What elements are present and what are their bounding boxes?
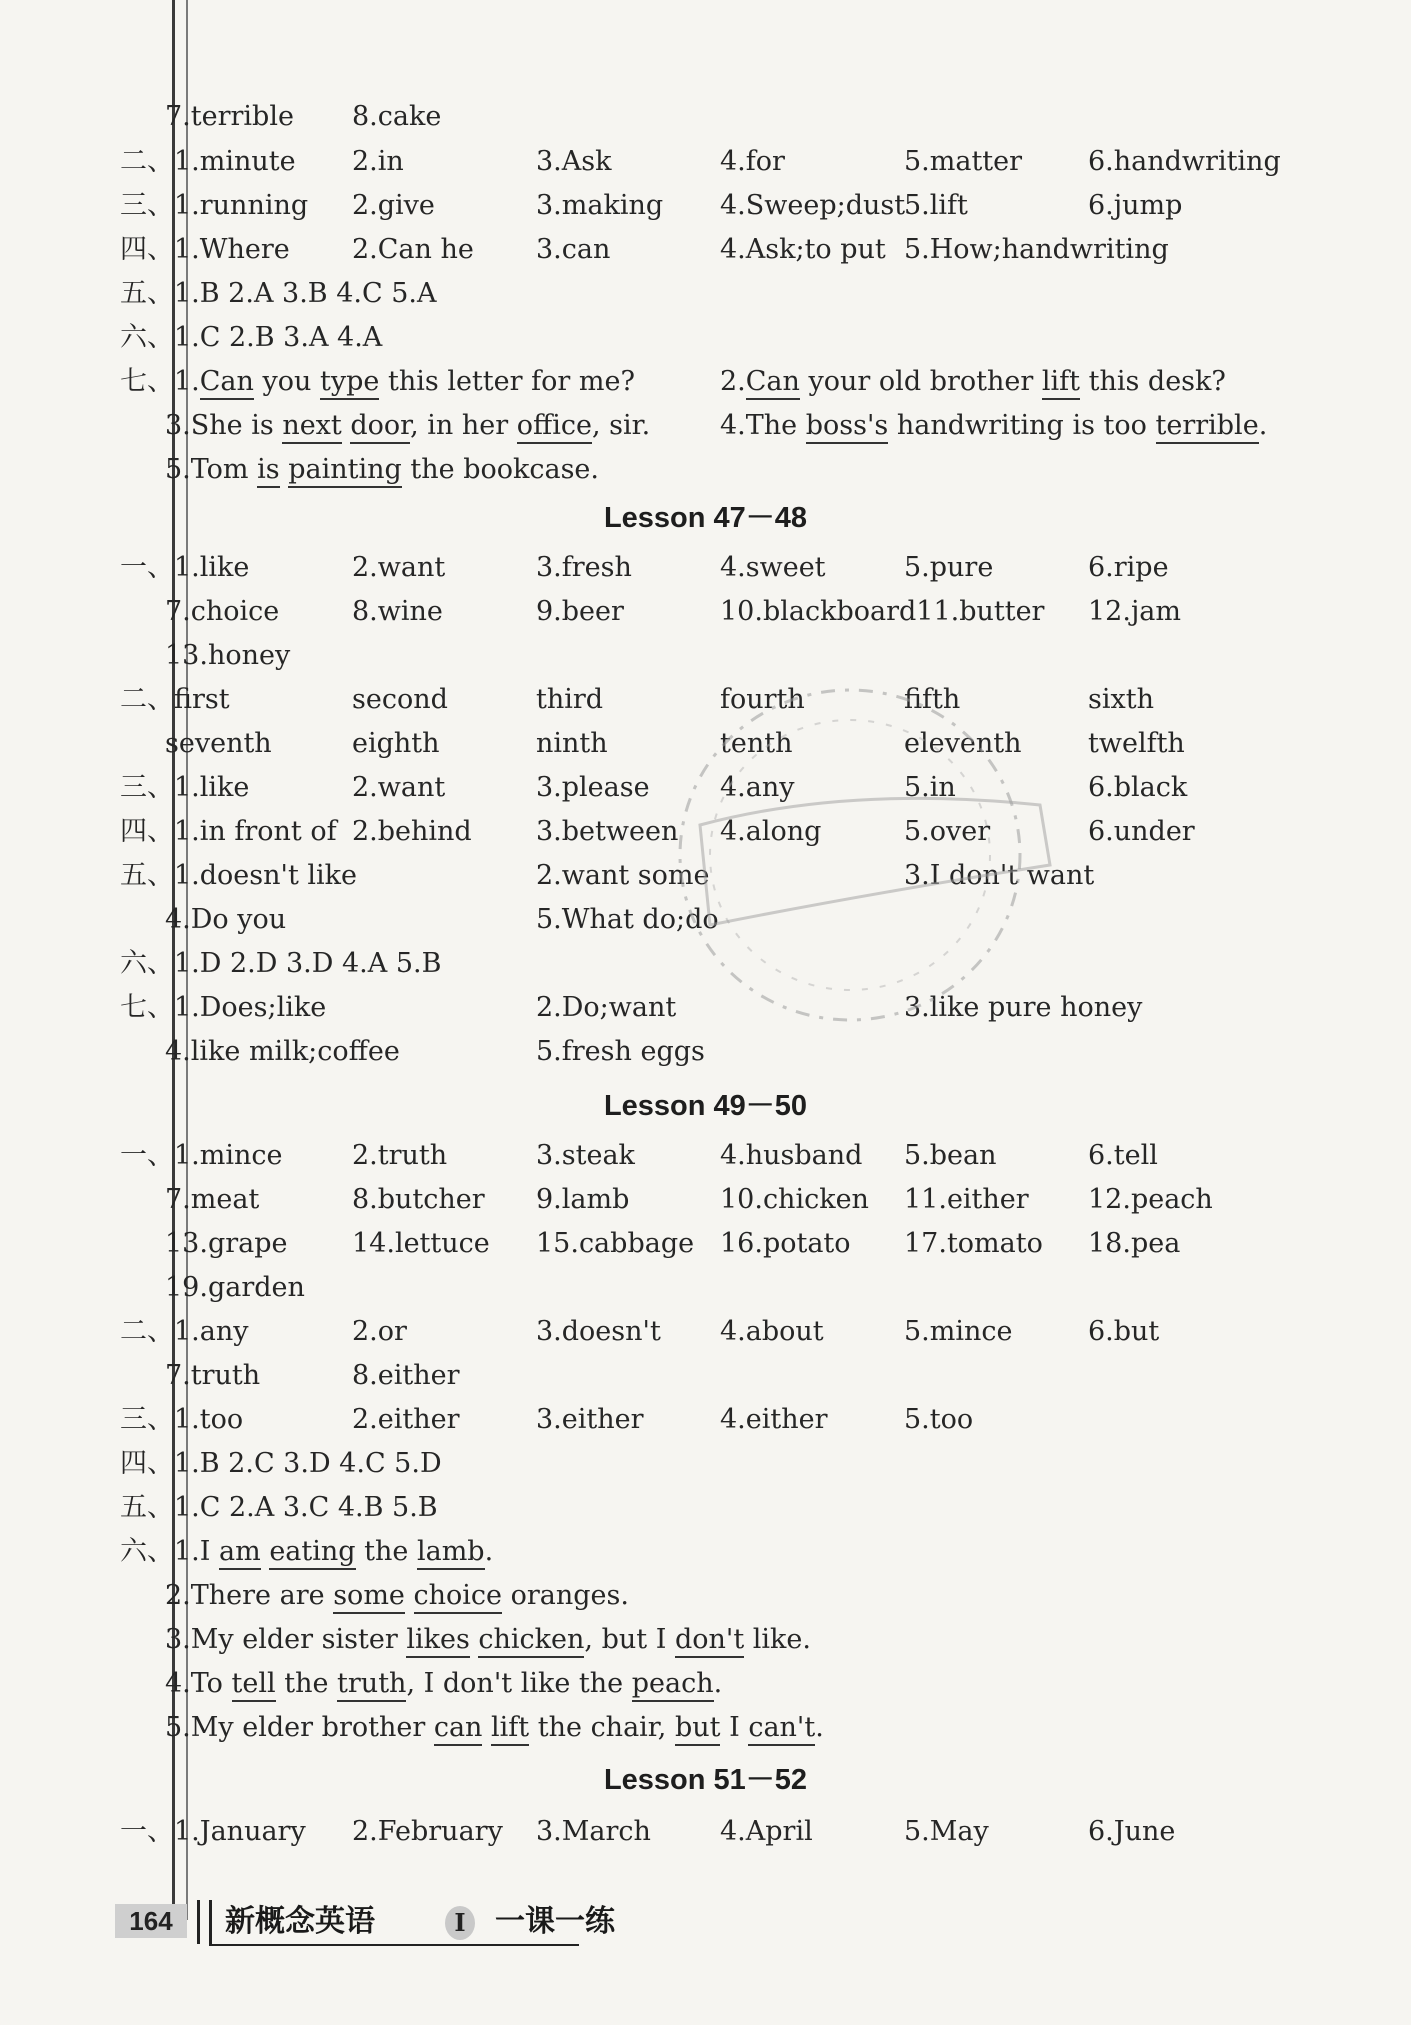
answer-cell: 6.black [1088, 772, 1188, 803]
page-number: 164 [115, 1904, 187, 1938]
answer-cell: 5.matter [904, 146, 1023, 177]
answer-cell: 3.can [536, 234, 611, 265]
answer-cell: 9.lamb [536, 1184, 630, 1215]
answer-cell: sixth [1088, 684, 1154, 715]
answer-cell: 17.tomato [904, 1228, 1043, 1259]
answer-row [0, 1618, 1411, 1662]
footer-divider [197, 1900, 200, 1944]
answer-row [0, 1810, 1411, 1854]
answer-cell: 4.for [720, 146, 785, 177]
answer-cell: 5.fresh eggs [536, 1036, 705, 1067]
answer-cell: 4.Ask;to put [720, 234, 886, 265]
answer-row [0, 1530, 1411, 1574]
answer-cell: 19.garden [165, 1272, 305, 1303]
answer-cell: 3.Ask [536, 146, 612, 177]
answer-cell: 4.any [720, 772, 795, 803]
answer-sentence: 4.To tell the truth, I don't like the peach. [165, 1662, 722, 1706]
answer-cell: 4.husband [720, 1140, 863, 1171]
answer-cell: 3.I don't want [904, 860, 1095, 891]
answer-row [0, 1398, 1411, 1442]
answer-cell: 7.terrible [165, 101, 294, 132]
answer-cell: 一、1.like [120, 552, 250, 583]
answer-cell: 5.lift [904, 190, 968, 221]
answer-cell: 2.behind [352, 816, 472, 847]
page-footer [115, 1900, 715, 1950]
answer-cell: 8.either [352, 1360, 460, 1391]
answer-sentence: 六、1.I am eating the lamb. [120, 1530, 493, 1574]
answer-cell: 3.please [536, 772, 650, 803]
answer-cell: 3.like pure honey [904, 992, 1143, 1023]
answer-sentence: 5.My elder brother can lift the chair, but I can't. [165, 1706, 824, 1750]
answer-cell: fourth [720, 684, 805, 715]
answer-cell: 10.chicken [720, 1184, 869, 1215]
answer-sentence: 5.Tom is painting the bookcase. [165, 448, 599, 492]
answer-cell: 5.in [904, 772, 956, 803]
answer-cell: 2.either [352, 1404, 460, 1435]
answer-cell: 3.March [536, 1816, 651, 1847]
answer-cell: 12.jam [1088, 596, 1182, 627]
answer-cell: 5.What do;do [536, 904, 719, 935]
answer-row [0, 1574, 1411, 1618]
answer-cell: 3.steak [536, 1140, 635, 1171]
answer-row [0, 404, 1411, 448]
answer-cell: 4.like milk;coffee [165, 1036, 400, 1067]
footer-underline [209, 1944, 579, 1946]
answer-cell: 5.over [904, 816, 991, 847]
answer-cell: 五、1.C 2.A 3.C 4.B 5.B [120, 1492, 438, 1523]
volume-badge: I [445, 1906, 475, 1940]
answer-row [0, 1486, 1411, 1530]
answer-row [0, 140, 1411, 184]
answer-cell: eleventh [904, 728, 1022, 759]
answer-cell: 6.under [1088, 816, 1195, 847]
answer-sentence: 3.She is next door, in her office, sir. [165, 404, 650, 448]
faint-seal-stamp [660, 665, 1080, 1045]
answer-cell: 9.beer [536, 596, 624, 627]
answer-row [0, 95, 1411, 139]
answer-row [0, 184, 1411, 228]
answer-cell: 12.peach [1088, 1184, 1213, 1215]
answer-cell: twelfth [1088, 728, 1185, 759]
answer-cell: 7.meat [165, 1184, 260, 1215]
answer-cell: 2.want [352, 552, 446, 583]
answer-cell: tenth [720, 728, 793, 759]
answer-cell: fifth [904, 684, 961, 715]
answer-sentence: 2.Can your old brother lift this desk? [720, 360, 1226, 404]
answer-cell: 2.want [352, 772, 446, 803]
answer-cell: 5.May [904, 1816, 989, 1847]
answer-row [0, 228, 1411, 272]
answer-cell: second [352, 684, 448, 715]
answer-cell: 16.potato [720, 1228, 851, 1259]
answer-cell: 6.tell [1088, 1140, 1158, 1171]
answer-cell: 4.about [720, 1316, 824, 1347]
answer-cell: 3.making [536, 190, 664, 221]
answer-cell: 六、1.C 2.B 3.A 4.A [120, 322, 383, 353]
answer-sentence: 七、1.Can you type this letter for me? [120, 360, 635, 404]
answer-cell: 6.June [1088, 1816, 1176, 1847]
footer-divider [209, 1900, 212, 1944]
answer-cell: 10.blackboard11.butter [720, 596, 1045, 627]
answer-row [0, 1354, 1411, 1398]
answer-cell: 四、1.Where [120, 234, 290, 265]
answer-cell: 一、1.January [120, 1816, 306, 1847]
answer-cell: 5.mince [904, 1316, 1013, 1347]
answer-cell: 14.lettuce [352, 1228, 490, 1259]
answer-cell: 4.sweet [720, 552, 826, 583]
answer-cell: 五、1.B 2.A 3.B 4.C 5.A [120, 278, 437, 309]
answer-cell: 11.either [904, 1184, 1029, 1215]
answer-cell: 7.choice [165, 596, 280, 627]
answer-cell: 四、1.in front of [120, 816, 337, 847]
answer-cell: 8.butcher [352, 1184, 485, 1215]
answer-cell: 二、first [120, 684, 230, 715]
answer-cell: 4.along [720, 816, 822, 847]
answer-row [0, 1134, 1411, 1178]
answer-row [0, 1266, 1411, 1310]
answer-cell: 13.grape [165, 1228, 288, 1259]
answer-cell: seventh [165, 728, 272, 759]
answer-cell: third [536, 684, 604, 715]
answer-cell: 8.wine [352, 596, 443, 627]
answer-row [0, 316, 1411, 360]
answer-cell: 5.too [904, 1404, 974, 1435]
answer-cell: 4.either [720, 1404, 828, 1435]
answer-row [0, 1222, 1411, 1266]
lesson-heading: Lesson 49－50 [603, 1090, 808, 1122]
answer-cell: 6.handwriting [1088, 146, 1281, 177]
answer-cell: 5.pure [904, 552, 994, 583]
answer-cell: 2.or [352, 1316, 407, 1347]
answer-cell: 5.How;handwriting [904, 234, 1169, 265]
answer-cell: 三、1.running [120, 190, 309, 221]
answer-sentence: 2.There are some choice oranges. [165, 1574, 629, 1618]
answer-cell: 6.ripe [1088, 552, 1169, 583]
answer-cell: 3.doesn't [536, 1316, 661, 1347]
answer-cell: 7.truth [165, 1360, 261, 1391]
answer-cell: 2.want some [536, 860, 710, 891]
answer-cell: ninth [536, 728, 608, 759]
answer-cell: 六、1.D 2.D 3.D 4.A 5.B [120, 948, 442, 979]
answer-row [0, 1662, 1411, 1706]
answer-cell: 七、1.Does;like [120, 992, 327, 1023]
answer-cell: 18.pea [1088, 1228, 1181, 1259]
answer-row [0, 546, 1411, 590]
answer-cell: 四、1.B 2.C 3.D 4.C 5.D [120, 1448, 442, 1479]
answer-cell: 3.between [536, 816, 679, 847]
answer-cell: 3.fresh [536, 552, 632, 583]
answer-cell: 6.but [1088, 1316, 1160, 1347]
book-subtitle: 一课一练 [495, 1904, 615, 1939]
answer-cell: 2.give [352, 190, 435, 221]
answer-cell: 二、1.minute [120, 146, 296, 177]
answer-cell: 一、1.mince [120, 1140, 283, 1171]
answer-row [0, 272, 1411, 316]
answer-row [0, 1442, 1411, 1486]
answer-cell: 三、1.like [120, 772, 250, 803]
answer-cell: 5.bean [904, 1140, 997, 1171]
answer-cell: 15.cabbage [536, 1228, 695, 1259]
answer-row [0, 1178, 1411, 1222]
answer-row [0, 1310, 1411, 1354]
answer-cell: eighth [352, 728, 440, 759]
lesson-heading: Lesson 51－52 [603, 1764, 808, 1796]
answer-cell: 6.jump [1088, 190, 1183, 221]
answer-row [0, 590, 1411, 634]
answer-cell: 五、1.doesn't like [120, 860, 357, 891]
answer-cell: 2.in [352, 146, 404, 177]
answer-cell: 4.Do you [165, 904, 287, 935]
answer-row [0, 1706, 1411, 1750]
answer-cell: 2.February [352, 1816, 503, 1847]
answer-sentence: 4.The boss's handwriting is too terrible. [720, 404, 1267, 448]
lesson-heading: Lesson 47－48 [603, 502, 808, 534]
answer-cell: 2.truth [352, 1140, 448, 1171]
answer-cell: 二、1.any [120, 1316, 249, 1347]
answer-cell: 4.April [720, 1816, 813, 1847]
book-title: 新概念英语 [225, 1904, 375, 1939]
answer-cell: 2.Do;want [536, 992, 677, 1023]
answer-cell: 3.either [536, 1404, 644, 1435]
answer-cell: 13.honey [165, 640, 291, 671]
answer-sentence: 3.My elder sister likes chicken, but I don't like. [165, 1618, 811, 1662]
answer-cell: 三、1.too [120, 1404, 244, 1435]
answer-cell: 8.cake [352, 101, 442, 132]
answer-row [0, 360, 1411, 404]
answer-cell: 2.Can he [352, 234, 474, 265]
answer-cell: 4.Sweep;dust [720, 190, 906, 221]
answer-row [0, 448, 1411, 492]
